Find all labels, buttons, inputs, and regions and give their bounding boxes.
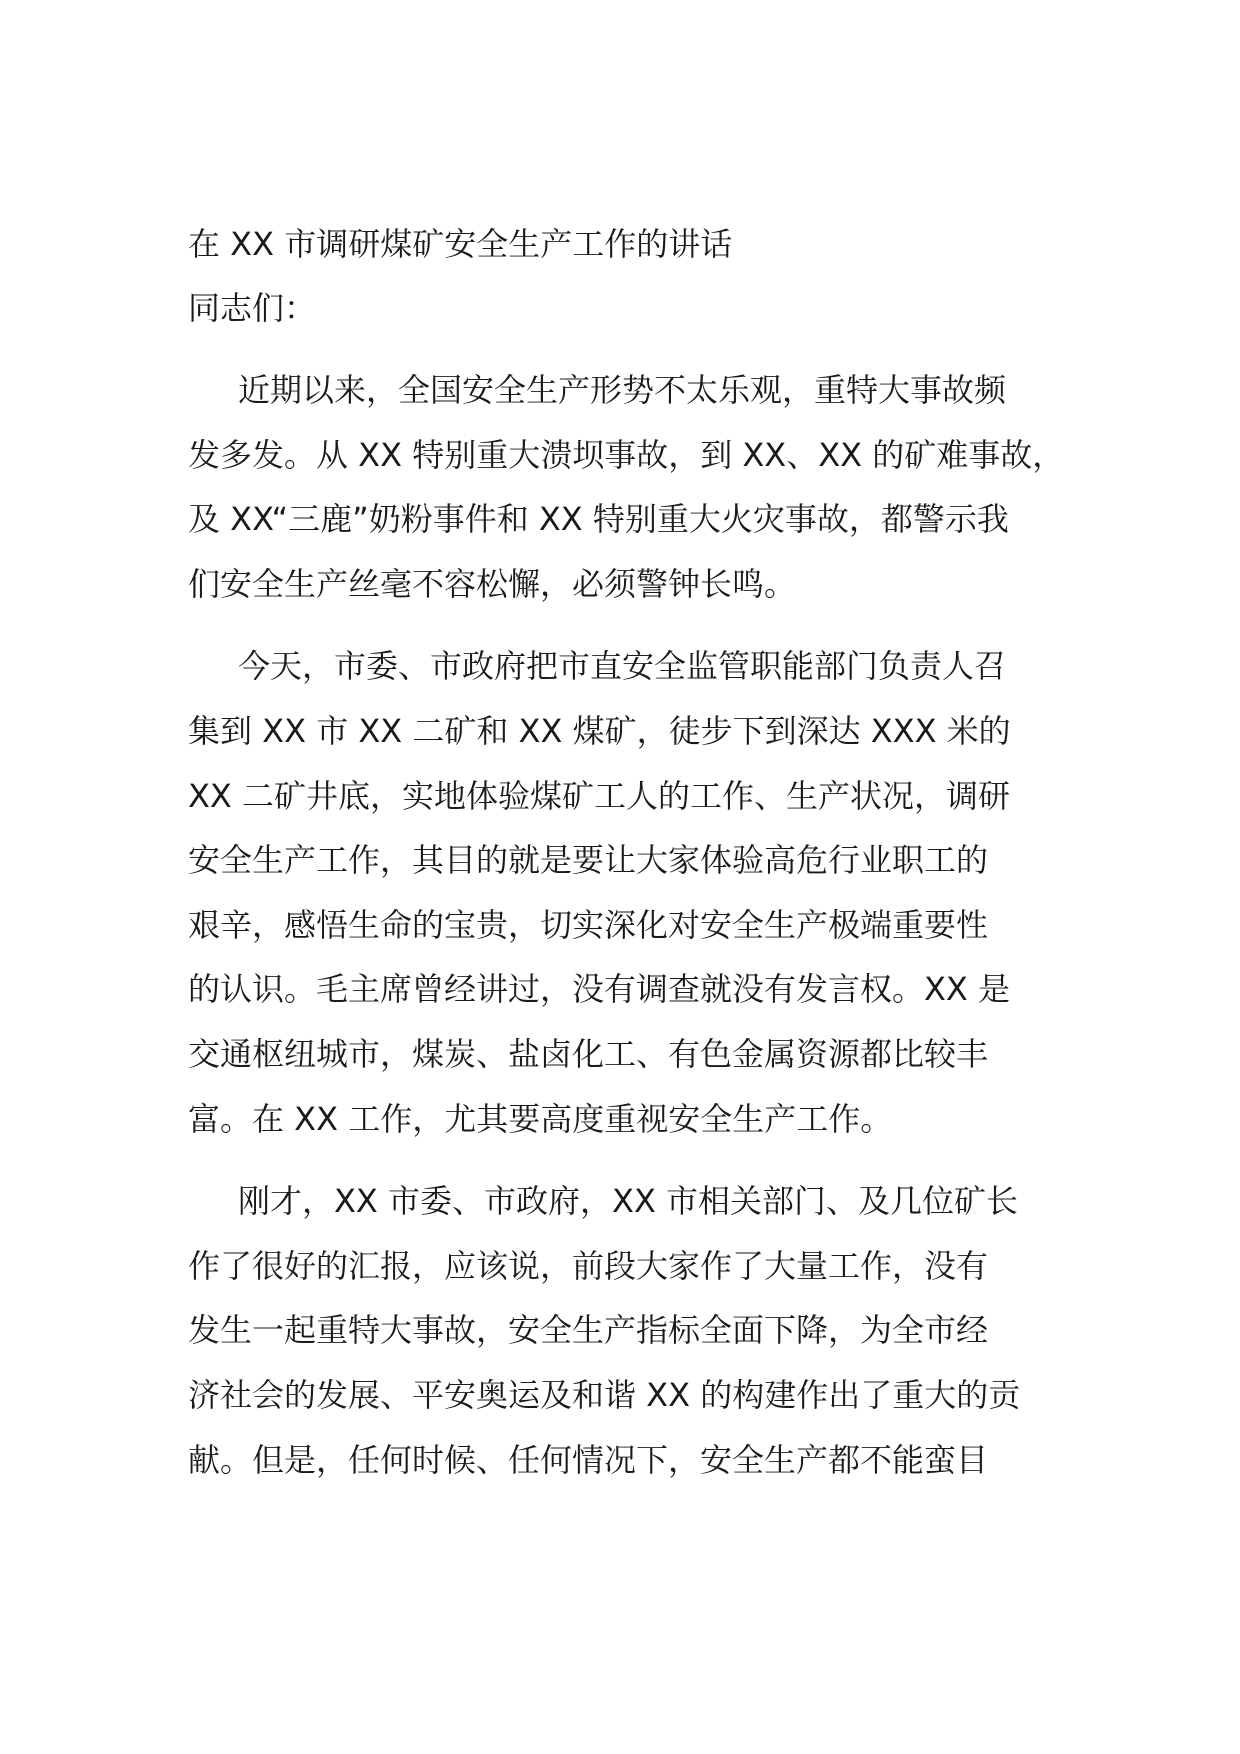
paragraph-line: 献。但是，任何时候、任何情况下，安全生产都不能蛮目 (188, 1440, 989, 1479)
paragraph-line: 交通枢纽城市，煤炭、盐卤化工、有色金属资源都比较丰 (188, 1034, 989, 1073)
paragraph-line: 的认识。毛主席曾经讲过，没有调查就没有发言权。XX 是 (188, 970, 1011, 1009)
paragraph-1 (188, 358, 1068, 616)
paragraph-line: 刚才，XX 市委、市政府，XX 市相关部门、及几位矿长 (238, 1182, 1019, 1221)
paragraph-line: XX 二矿井底，实地体验煤矿工人的工作、生产状况，调研 (188, 776, 1011, 815)
paragraph-line: 及 XX“三鹿”奶粉事件和 XX 特别重大火灾事故，都警示我 (188, 500, 1009, 539)
paragraph-line: 发生一起重特大事故，安全生产指标全面下降，为全市经 (188, 1311, 989, 1350)
paragraph-line: 艰辛，感悟生命的宝贵，切实深化对安全生产极端重要性 (188, 905, 989, 944)
paragraph-line: 们安全生产丝毫不容松懈，必须警钟长鸣。 (188, 564, 797, 603)
paragraph-3 (188, 1169, 1068, 1492)
paragraph-line: 富。在 XX 工作，尤其要高度重视安全生产工作。 (188, 1099, 893, 1138)
paragraph-line: 集到 XX 市 XX 二矿和 XX 煤矿，徒步下到深达 XXX 米的 (188, 711, 1011, 750)
paragraph-2 (188, 634, 1068, 1151)
paragraph-line: 近期以来，全国安全生产形势不太乐观，重特大事故频 (238, 371, 1007, 409)
paragraph-line: 济社会的发展、平安奥运及和谐 XX 的构建作出了重大的贡 (188, 1375, 1021, 1414)
document-title: 在 XX 市调研煤矿安全生产工作的讲话 (188, 225, 733, 263)
paragraph-line: 作了很好的汇报，应该说，前段大家作了大量工作，没有 (188, 1246, 989, 1285)
paragraph-line: 今天，市委、市政府把市直安全监管职能部门负责人召 (238, 647, 1007, 686)
document-body (188, 212, 1068, 1492)
paragraph-line: 安全生产工作，其目的就是要让大家体验高危行业职工的 (188, 841, 989, 880)
salutation: 同志们： (188, 289, 317, 327)
paragraph-line: 发多发。从 XX 特别重大溃坝事故，到 XX、XX 的矿难事故， (188, 435, 1065, 474)
